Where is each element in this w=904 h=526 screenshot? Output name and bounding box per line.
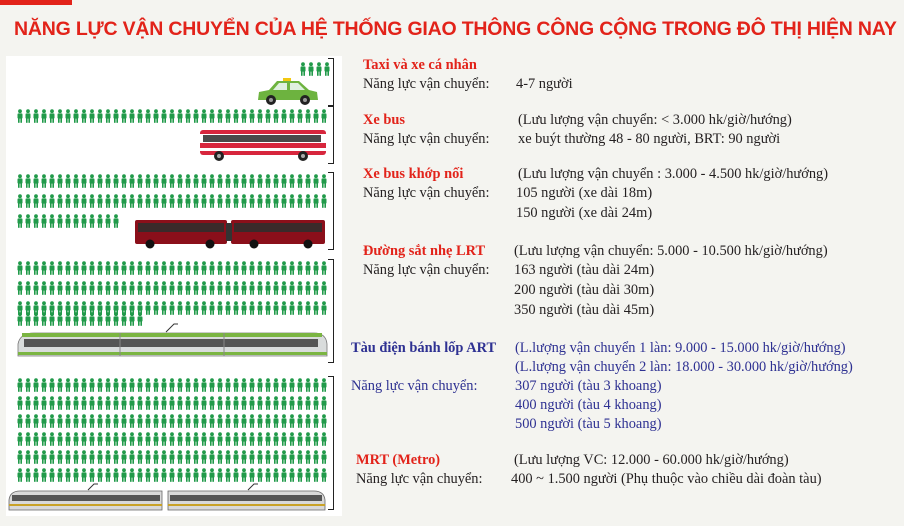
bracket-articulated-bus — [328, 172, 334, 250]
mrt-flow: (Lưu lượng VC: 12.000 - 60.000 hk/giờ/hướng) — [514, 452, 789, 468]
people-group-articulated-bus-row-3 — [16, 214, 120, 228]
bus-capacity-label: Năng lực vận chuyển: — [363, 131, 490, 147]
articulated-bus-capacity-label: Năng lực vận chuyển: — [363, 185, 490, 201]
bus-capacity-value: xe buýt thường 48 - 80 người, BRT: 90 người — [518, 131, 781, 147]
articulated-bus-icon — [134, 219, 326, 249]
art-capacity-value: 400 người (tàu 4 khoang) — [515, 397, 662, 413]
taxi-capacity-label: Năng lực vận chuyển: — [363, 76, 490, 92]
mrt-heading: MRT (Metro) — [356, 452, 441, 468]
people-group-mrt-row-3 — [16, 414, 328, 428]
lrt-tram-icon — [16, 322, 328, 362]
people-group-articulated-bus-row-2 — [16, 194, 328, 208]
taxi-capacity-value: 4-7 người — [516, 76, 573, 92]
mrt-capacity-label: Năng lực vận chuyển: — [356, 471, 483, 487]
top-accent-bar — [0, 0, 72, 5]
people-group-mrt-row-6 — [16, 468, 328, 482]
people-group-bus — [16, 109, 328, 123]
bus-flow: (Lưu lượng vận chuyển: < 3.000 hk/giờ/hướng) — [518, 112, 792, 128]
articulated-bus-capacity-value: 105 người (xe dài 18m) — [516, 185, 653, 201]
articulated-bus-heading: Xe bus khớp nối — [363, 166, 464, 182]
art-flow-1-lane: (L.lượng vận chuyển 1 làn: 9.000 - 15.000 hk/giờ/hướng) — [515, 340, 846, 356]
art-capacity-label: Năng lực vận chuyển: — [351, 378, 478, 394]
lrt-capacity-value: 163 người (tàu dài 24m) — [514, 262, 655, 278]
metro-train-icon — [8, 482, 326, 514]
lrt-capacity-value: 200 người (tàu dài 30m) — [514, 282, 655, 298]
illustration-panel — [6, 56, 342, 516]
art-capacity-value: 307 người (tàu 3 khoang) — [515, 378, 662, 394]
art-flow-2-lane: (L.lượng vận chuyển 2 làn: 18.000 - 30.000 hk/giờ/hướng) — [515, 359, 853, 375]
bracket-taxi — [328, 58, 334, 106]
bus-heading: Xe bus — [363, 112, 405, 128]
people-group-articulated-bus-row-1 — [16, 174, 328, 188]
page-title: NĂNG LỰC VẬN CHUYỂN CỦA HỆ THỐNG GIAO THÔNG CÔNG CỘNG TRONG ĐÔ THỊ HIỆN NAY — [14, 18, 897, 40]
lrt-capacity-value: 350 người (tàu dài 45m) — [514, 302, 655, 318]
bracket-lrt — [328, 259, 334, 363]
articulated-bus-flow: (Lưu lượng vận chuyển : 3.000 - 4.500 hk/giờ/hướng) — [518, 166, 829, 182]
people-group-mrt-row-5 — [16, 450, 328, 464]
articulated-bus-capacity-value: 150 người (xe dài 24m) — [516, 205, 653, 221]
people-group-lrt-row-2 — [16, 281, 328, 295]
lrt-flow: (Lưu lượng vận chuyển: 5.000 - 10.500 hk/giờ/hướng) — [514, 243, 828, 259]
bracket-mrt — [328, 376, 334, 510]
lrt-heading: Đường sắt nhẹ LRT — [363, 243, 486, 259]
lrt-capacity-label: Năng lực vận chuyển: — [363, 262, 490, 278]
mrt-capacity-value: 400 ~ 1.500 người (Phụ thuộc vào chiều dài đoàn tàu) — [511, 471, 822, 487]
people-group-taxi — [299, 62, 331, 76]
bus-icon — [199, 128, 327, 162]
people-group-lrt-row-1 — [16, 261, 328, 275]
taxi-heading: Taxi và xe cá nhân — [363, 57, 477, 73]
people-group-mrt-row-4 — [16, 432, 328, 446]
art-heading: Tàu điện bánh lốp ART — [351, 340, 497, 356]
bracket-bus — [328, 106, 334, 164]
people-group-mrt-row-1 — [16, 378, 328, 392]
art-capacity-value: 500 người (tàu 5 khoang) — [515, 416, 662, 432]
people-group-mrt-row-2 — [16, 396, 328, 410]
taxi-car-icon — [255, 78, 321, 106]
